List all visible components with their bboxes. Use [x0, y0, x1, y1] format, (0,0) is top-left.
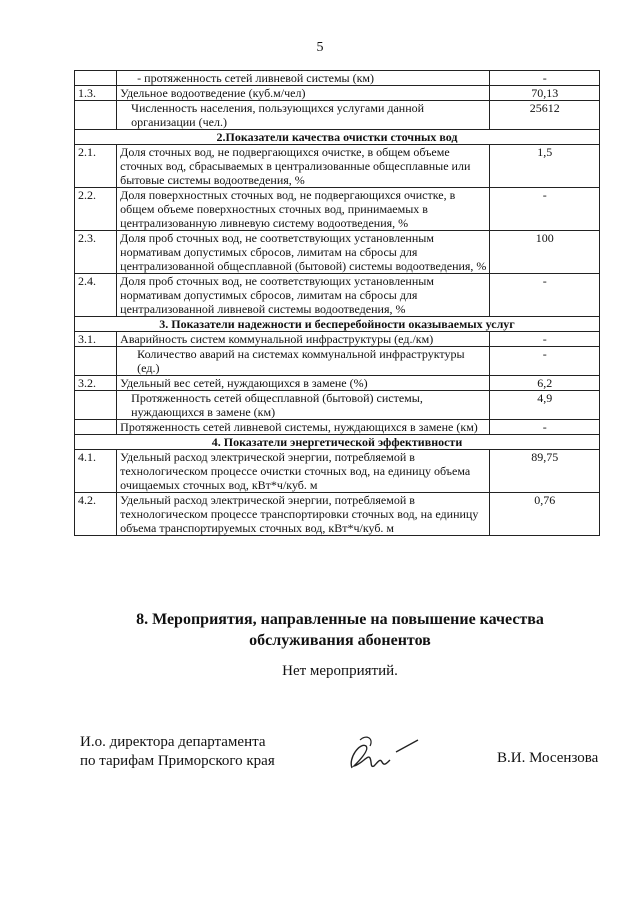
table-row	[75, 391, 600, 420]
section-8-heading-line1: 8. Мероприятия, направленные на повышение качества	[136, 611, 544, 628]
indicator-name: Удельное водоотведение (куб.м/чел)	[117, 86, 490, 101]
row-number: 1.3.	[75, 86, 117, 101]
row-number: 3.1.	[75, 332, 117, 347]
indicator-name: Доля сточных вод, не подвергающихся очистке, в общем объеме сточных вод, сбрасываемых в централизованные общесплавные или бытовые системы водоотведения, %	[117, 145, 490, 188]
indicator-value: -	[490, 420, 600, 435]
indicator-value: -	[490, 274, 600, 317]
row-number: 4.2.	[75, 493, 117, 536]
page-number: 5	[316, 40, 324, 55]
table-row	[75, 274, 600, 317]
table-row	[75, 101, 600, 130]
row-number: 2.4.	[75, 274, 117, 317]
indicator-name: Численность населения, пользующихся услугами данной организации (чел.)	[117, 101, 490, 130]
row-number	[75, 347, 117, 376]
signatory-position-line2: по тарифам Приморского края	[80, 753, 275, 769]
row-number: 4.1.	[75, 450, 117, 493]
indicator-name: Удельный расход электрической энергии, потребляемой в технологическом процессе транспортировки сточных вод, на единицу объема транспортируемых сточных вод, кВт*ч/куб. м	[117, 493, 490, 536]
table-row	[75, 231, 600, 274]
handwritten-signature	[340, 728, 430, 778]
indicator-name: Удельный вес сетей, нуждающихся в замене (%)	[117, 376, 490, 391]
indicator-value: 1,5	[490, 145, 600, 188]
table-row	[75, 493, 600, 536]
indicator-name: Протяженность сетей общесплавной (бытовой) системы, нуждающихся в замене (км)	[117, 391, 490, 420]
indicator-value: -	[490, 332, 600, 347]
row-number: 3.2.	[75, 376, 117, 391]
section-header-row	[75, 435, 600, 450]
indicator-value: 89,75	[490, 450, 600, 493]
signatory-position	[80, 733, 275, 771]
indicator-value: 70,13	[490, 86, 600, 101]
table-row	[75, 86, 600, 101]
indicator-value: 4,9	[490, 391, 600, 420]
section-header-row	[75, 130, 600, 145]
table-row	[75, 188, 600, 231]
table-row	[75, 332, 600, 347]
indicator-value: 25612	[490, 101, 600, 130]
indicator-name: Доля поверхностных сточных вод, не подвергающихся очистке, в общем объеме поверхностных сточных вод, принимаемых в централизованную ливневую систему водоотведения, %	[117, 188, 490, 231]
row-number: 2.3.	[75, 231, 117, 274]
table-row	[75, 71, 600, 86]
section-header: 2.Показатели качества очистки сточных вод	[75, 130, 600, 145]
table-row	[75, 376, 600, 391]
table-row	[75, 450, 600, 493]
table-row	[75, 420, 600, 435]
indicator-name: Доля проб сточных вод, не соответствующих установленным нормативам допустимых сбросов, лимитам на сбросы для централизованной общесплавной (бытовой) системы водоотведения, %	[117, 231, 490, 274]
indicator-name: Аварийность систем коммунальной инфраструктуры (ед./км)	[117, 332, 490, 347]
row-number: 2.1.	[75, 145, 117, 188]
table-row	[75, 347, 600, 376]
section-8-heading-line2: обслуживания абонентов	[249, 632, 431, 649]
row-number	[75, 420, 117, 435]
signatory-position-line1: И.о. директора департамента	[80, 734, 266, 750]
signatory-name: В.И. Мосензова	[497, 750, 599, 766]
indicator-name: Количество аварий на системах коммунальной инфраструктуры (ед.)	[117, 347, 490, 376]
indicator-name: Протяженность сетей ливневой системы, нуждающихся в замене (км)	[117, 420, 490, 435]
section-header: 3. Показатели надежности и бесперебойности оказываемых услуг	[75, 317, 600, 332]
indicators-table	[74, 70, 600, 536]
indicator-name: Удельный расход электрической энергии, потребляемой в технологическом процессе очистки сточных вод, на единицу объема очищаемых сточных вод, кВт*ч/куб. м	[117, 450, 490, 493]
indicator-name: - протяженность сетей ливневой системы (км)	[117, 71, 490, 86]
row-number	[75, 71, 117, 86]
row-number: 2.2.	[75, 188, 117, 231]
row-number	[75, 101, 117, 130]
indicator-value: 0,76	[490, 493, 600, 536]
no-measures-text: Нет мероприятий.	[282, 663, 398, 679]
indicator-value: 6,2	[490, 376, 600, 391]
section-header-row	[75, 317, 600, 332]
section-header: 4. Показатели энергетической эффективности	[75, 435, 600, 450]
indicator-value: -	[490, 71, 600, 86]
indicator-value: -	[490, 347, 600, 376]
table-row	[75, 145, 600, 188]
section-8-heading	[0, 609, 640, 651]
indicator-name: Доля проб сточных вод, не соответствующих установленным нормативам допустимых сбросов, лимитам на сбросы для централизованной ливневой системы водоотведения, %	[117, 274, 490, 317]
indicator-value: -	[490, 188, 600, 231]
row-number	[75, 391, 117, 420]
indicator-value: 100	[490, 231, 600, 274]
